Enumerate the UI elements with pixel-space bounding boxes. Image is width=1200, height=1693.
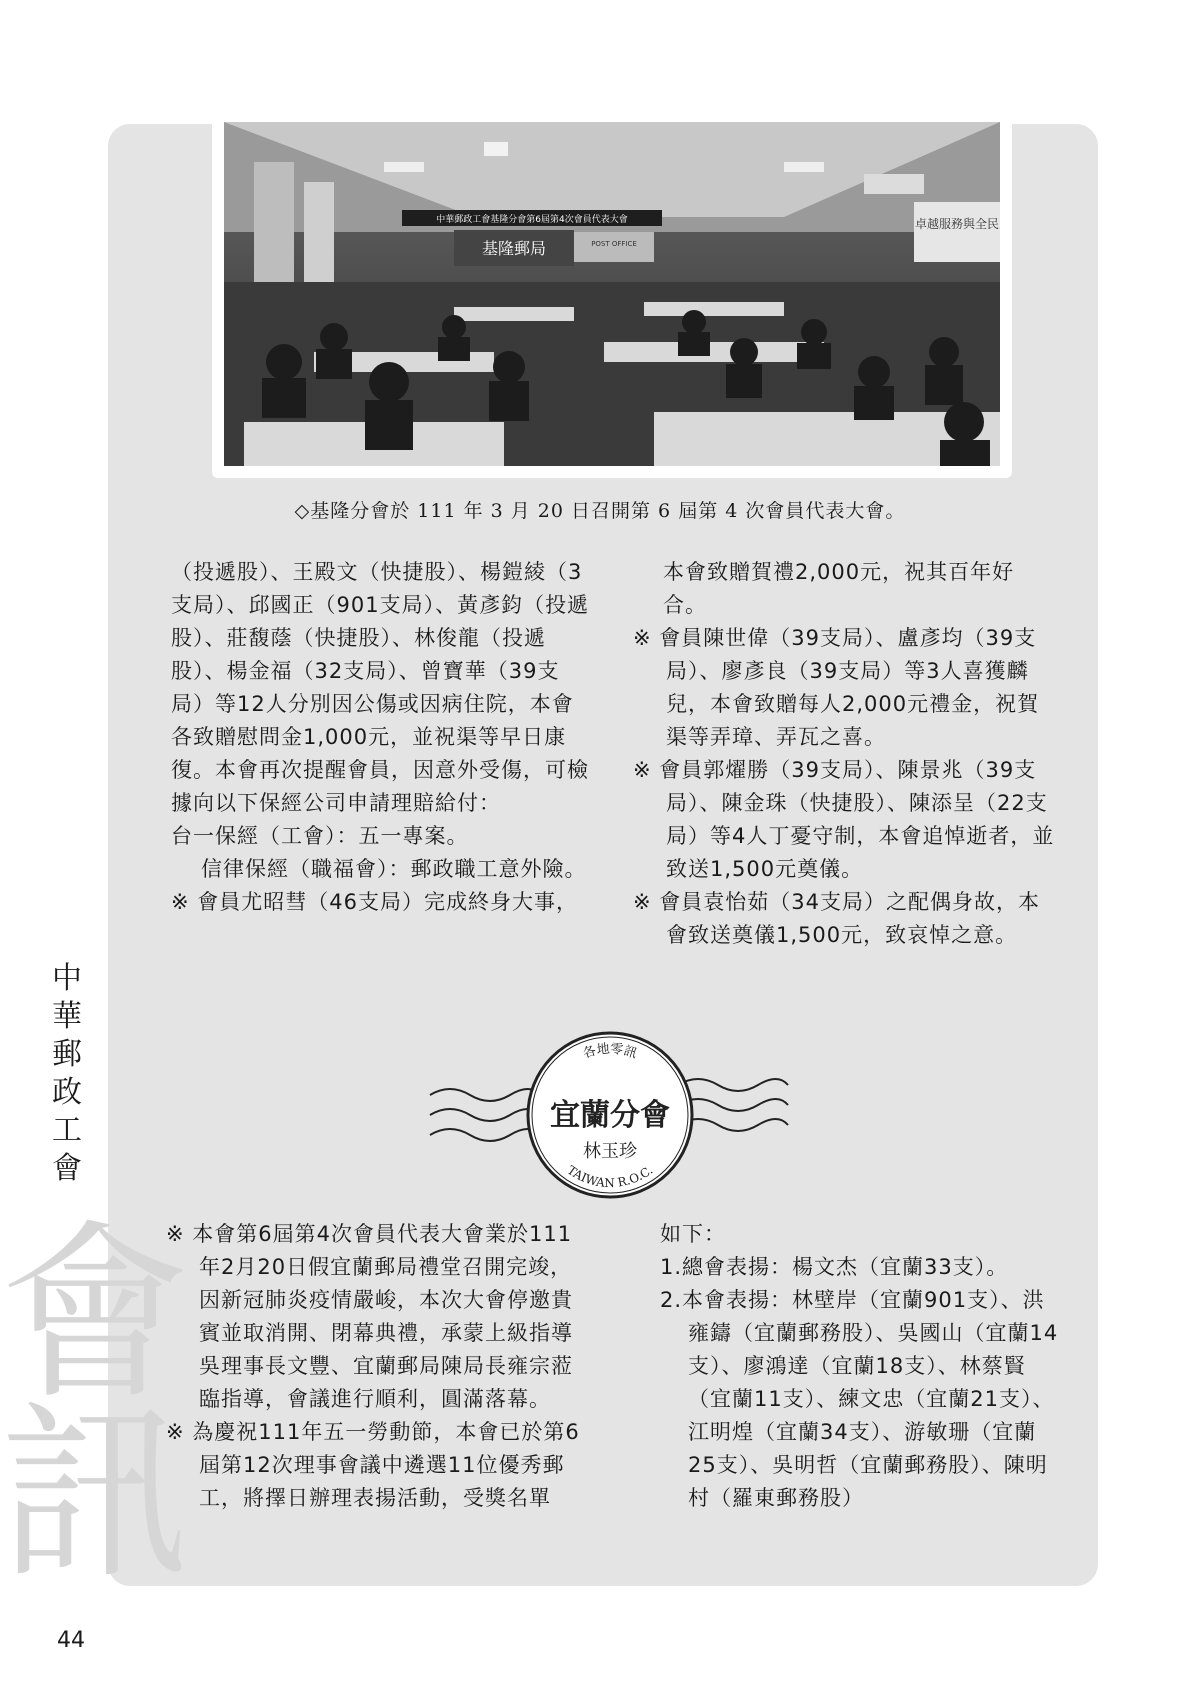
wavy-lines-left (430, 1089, 540, 1141)
paragraph: 如下： (660, 1222, 726, 1246)
postmark-stamp (420, 1025, 800, 1205)
paragraph: （投遞股）、王殿文（快捷股）、楊鎧綾（3支局）、邱國正（901支局）、黃彥鈞（投遞股）、莊馥蔭（快捷股）、林俊龍（投遞股）、楊金福（32支局）、曾寶華（39支局）等12人分別因公傷或因病住院，本會各致贈慰問金1,000元，並祝渠等早日康復。本會再次提醒會員，因意外受傷，可檢據向以下保經公司申請理賠給付： (171, 560, 590, 815)
paragraph: 信律保經（職福會）：郵政職工意外險。 (201, 857, 587, 881)
vertical-title: 中華郵政工會 (52, 961, 84, 1186)
column-bottom-right (660, 1218, 1060, 1515)
meeting-photo (224, 122, 1000, 466)
sign2-text: POST OFFICE (591, 240, 637, 248)
paragraph: ※ 會員袁怡茹（34支局）之配偶身故，本會致送奠儀1,500元，致哀悼之意。 (633, 890, 1040, 947)
paragraph: ※ 會員陳世偉（39支局）、盧彥均（39支局）、廖彥良（39支局）等3人喜獲麟兒，本會致贈每人2,000元禮金，祝賀渠等弄璋、弄瓦之喜。 (633, 626, 1040, 749)
wavy-lines-right (678, 1079, 788, 1131)
page-number: 44 (57, 1628, 85, 1653)
column-bottom-left (166, 1218, 590, 1515)
banner-text: 中華郵政工會基隆分會第6屆第4次會員代表大會 (436, 215, 628, 225)
list-item: 1.總會表揚：楊文杰（宜蘭33支）。 (660, 1255, 1009, 1279)
paragraph: ※ 會員郭燿勝（39支局）、陳景兆（39支局）、陳金珠（快捷股）、陳添呈（22支局）等4人丁憂守制，本會追悼逝者，並致送1,500元奠儀。 (633, 758, 1055, 881)
column-top-left (171, 556, 591, 919)
stamp-top-text: 各地零訊 (581, 1041, 639, 1062)
stamp-bottom-text: TAIWAN R.O.C. (564, 1162, 656, 1191)
photo-caption: ◇基隆分會於 111 年 3 月 20 日召開第 6 屆第 4 次會員代表大會。 (294, 500, 906, 522)
watermark-char: 訊 (0, 1384, 191, 1605)
paragraph: ※ 本會第6屆第4次會員代表大會業於111年2月20日假宜蘭郵局禮堂召開完竣，因新冠肺炎疫情嚴峻，本次大會停邀貴賓並取消開、閉幕典禮，承蒙上級指導吳理事長文豐、宜蘭郵局陳局長雍宗蒞臨指導，會議進行順利，圓滿落幕。 (166, 1222, 573, 1411)
watermark-char: 會 (0, 1204, 191, 1425)
stamp-author: 林玉珍 (583, 1141, 637, 1162)
paragraph: ※ 為慶祝111年五一勞動節，本會已於第6屆第12次理事會議中遴選11位優秀郵工，將擇日辦理表揚活動，受獎名單 (166, 1420, 580, 1510)
stamp-branch: 宜蘭分會 (550, 1098, 670, 1133)
meeting-photo-illustration (224, 122, 1000, 466)
paragraph: ※ 會員尤昭彗（46支局）完成終身大事， (171, 890, 578, 914)
column-top-right (633, 556, 1055, 952)
wall-text: 卓越服務與全民 (914, 217, 1000, 231)
paragraph: 台一保經（工會）：五一專案。 (171, 824, 469, 848)
list-item: 2.本會表揚：林壁岸（宜蘭901支）、洪雍鑄（宜蘭郵務股）、吳國山（宜蘭14支）、廖鴻達（宜蘭18支）、林蔡賢（宜蘭11支）、練文忠（宜蘭21支）、江明煌（宜蘭34支）、游敏珊（宜蘭25支）、吳明哲（宜蘭郵務股）、陳明村（羅東郵務股） (660, 1288, 1059, 1510)
sign-text: 基隆郵局 (481, 239, 547, 258)
paragraph: 本會致贈賀禮2,000元，祝其百年好合。 (663, 560, 1015, 617)
